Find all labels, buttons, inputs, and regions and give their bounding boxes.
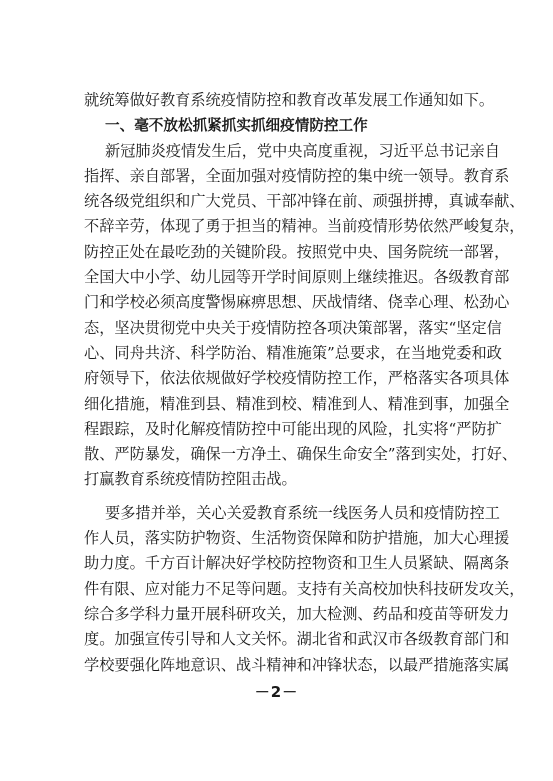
text-line: 就统筹做好教育系统疫情防控和教育改革发展工作通知如下。 [84,91,495,109]
text-line: 学校要强化阵地意识、战斗精神和冲锋状态，以最严措施落实属 [84,655,510,674]
text-line: 全国大中小学、幼儿园等开学时间原则上继续推迟。各级教育部 [84,268,510,287]
text-line: 综合多学科力量开展科研攻关，加大检测、药品和疫苗等研发力 [84,604,510,623]
paragraph-first-line: 要多措并举，关心关爱教育系统一线医务人员和疫情防控工 [105,503,500,522]
text-line: 防控正处在最吃劲的关键阶段。按照党中央、国务院统一部署， [84,242,510,261]
paragraph-gap [84,493,476,501]
text-line: 心、同舟共济、科学防治、精准施策”总要求，在当地党委和政 [84,343,502,362]
text-line: 件有限、应对能力不足等问题。支持有关高校加快科技研发攻关， [84,579,525,598]
document-body [84,88,525,678]
text-line: 助力度。千方百计解决好学校防控物资和卫生人员紧缺、隔离条 [84,554,510,573]
text-line: 指挥、亲自部署，全面加强对疫情防控的集中统一领导。教育系 [84,166,510,185]
text-line: 统各级党组织和广大党员、干部冲锋在前、顽强拼搏，真诚奉献、 [84,192,525,211]
text-line: 程跟踪，及时化解疫情防控中可能出现的风险，扎实将“严防扩 [84,419,502,438]
text-line: 府领导下，依法依规做好学校疫情防控工作，严格落实各项具体 [84,369,510,388]
text-line: 散、严防暴发，确保一方净土、确保生命安全”落到实处，打好、 [84,445,518,464]
text-line: 度。加强宣传引导和人文关怀。湖北省和武汉市各级教育部门和 [84,630,510,649]
text-line: 态，坚决贯彻党中央关于疫情防控各项决策部署，落实“坚定信 [84,318,502,337]
page-number: －2－ [254,683,299,701]
text-line: 不辞辛劳，体现了勇于担当的精神。当前疫情形势依然严峻复杂， [84,217,525,236]
text-line: 打赢教育系统疫情防控阻击战。 [84,470,297,489]
text-line: 门和学校必须高度警惕麻痹思想、厌战情绪、侥幸心理、松劲心 [84,293,510,312]
text-line: 细化措施，精准到县、精准到校、精准到人、精准到事，加强全 [84,394,510,413]
paragraph-first-line: 新冠肺炎疫情发生后，党中央高度重视，习近平总书记亲自 [105,141,500,160]
text-line: 作人员，落实防护物资、生活物资保障和防护措施，加大心理援 [84,529,510,548]
section-heading: 一、毫不放松抓紧抓实抓细疫情防控工作 [105,117,368,135]
